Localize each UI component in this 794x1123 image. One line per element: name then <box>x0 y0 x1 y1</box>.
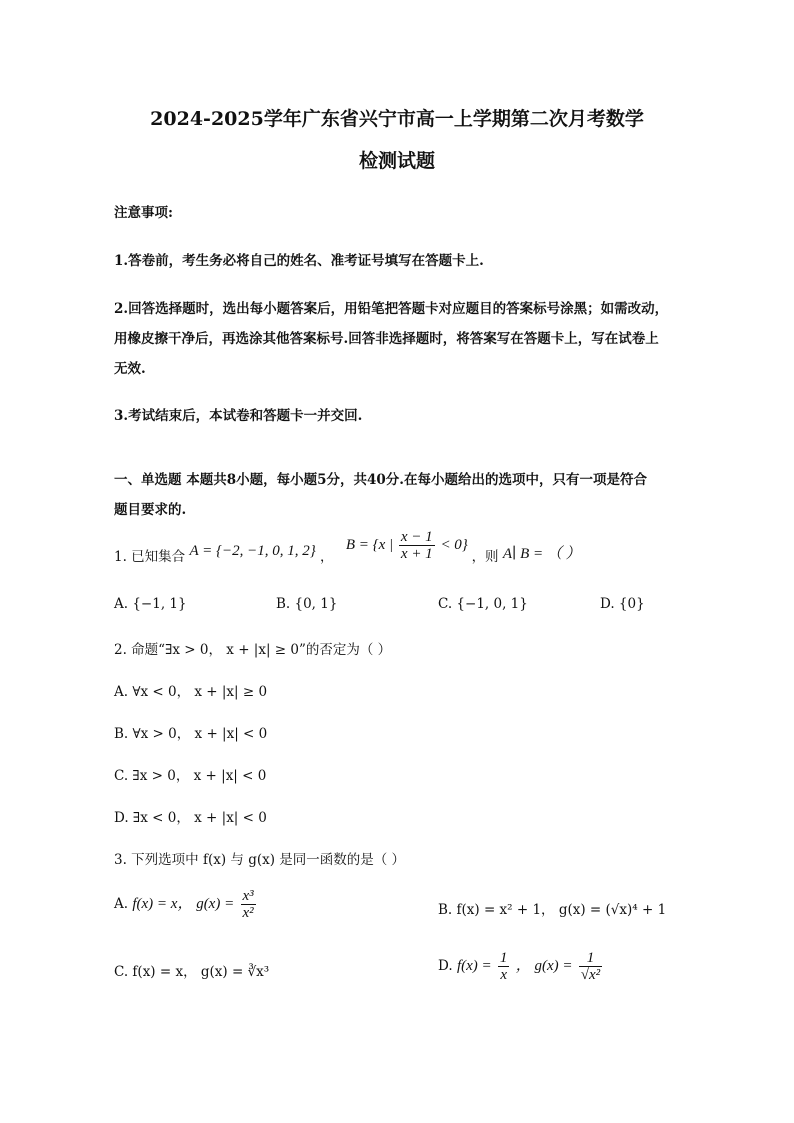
q3-option-a[interactable] <box>114 884 258 924</box>
question-3-stem: 3. 下列选项中 f(x) 与 g(x) 是同一函数的是（ ） <box>114 852 406 868</box>
q2-option-c[interactable]: C. ∃x > 0， x + |x| < 0 <box>114 768 267 784</box>
q1-option-d[interactable]: D. {0} <box>600 596 645 612</box>
page-title-line2: 检测试题 <box>358 150 435 172</box>
question-1-suffix: ，则 <box>471 549 499 565</box>
q3-option-d-f: f(x) = <box>456 958 492 974</box>
q3-option-d-f-fraction <box>498 950 510 983</box>
q2-option-a[interactable]: A. ∀x < 0， x + |x| ≥ 0 <box>114 684 268 700</box>
notice-item-2-line2: 用橡皮擦干净后，再选涂其他答案标号.回答非选择题时，将答案写在答题卡上，写在试卷上 <box>114 331 659 347</box>
q3-option-d-g-denominator: √x² <box>580 967 601 983</box>
question-1-ask: A∣ B = （ ） <box>502 546 581 562</box>
q2-option-d[interactable]: D. ∃x < 0， x + |x| < 0 <box>114 810 267 826</box>
set-b-rhs: < 0} <box>440 537 468 553</box>
question-1-prefix: 1. 已知集合 <box>114 549 186 565</box>
q3-option-d-g-numerator: 1 <box>579 950 602 967</box>
set-b <box>345 529 472 563</box>
notice-item-3: 3.考试结束后，本试卷和答题卡一并交回. <box>114 408 363 424</box>
q3-option-a-functions: f(x) = x， g(x) = <box>132 896 235 912</box>
notice-heading: 注意事项: <box>114 205 173 221</box>
set-b-numerator: x − 1 <box>400 529 433 546</box>
q1-option-c[interactable]: C. {−1, 0, 1} <box>438 596 528 612</box>
notice-item-1: 1.答卷前，考生务必将自己的姓名、准考证号填写在答题卡上. <box>114 253 484 269</box>
q3-option-d-f-denominator: x <box>500 967 507 983</box>
q3-option-d-g-fraction <box>579 950 602 983</box>
section-heading-line1: 一、单选题 本题共8小题，每小题5分，共40分.在每小题给出的选项中，只有一项是符合 <box>114 472 647 488</box>
question-1-stem: 1. 已知集合 A = {−2, −1, 0, 1, 2} ， B = {x | $\frac{x - 1}{x + 1}$ < 0} ，则 A∣ B = （ ） <box>114 529 581 565</box>
set-b-lhs: B = {x | <box>345 537 394 553</box>
section-heading-line2: 题目要求的. <box>114 502 187 518</box>
q3-option-d-g: ， g(x) = <box>515 958 573 974</box>
notice-item-2-line1: 2.回答选择题时，选出每小题答案后，用铅笔把答题卡对应题目的答案标号涂黑；如需改动， <box>114 301 669 317</box>
q2-option-b[interactable]: B. ∀x > 0， x + |x| < 0 <box>114 726 268 742</box>
q3-option-a-fraction <box>241 888 256 921</box>
set-b-fraction <box>399 529 435 562</box>
q3-option-a-label: A. <box>114 896 129 912</box>
q1-option-a[interactable]: A. {−1, 1} <box>114 596 187 612</box>
q3-option-d[interactable] <box>438 946 604 986</box>
q3-option-a-denominator: x² <box>242 905 254 921</box>
page-title-line1: 2024-2025学年广东省兴宁市高一上学期第二次月考数学 <box>150 108 644 130</box>
set-a: A = {−2, −1, 0, 1, 2} <box>189 543 316 559</box>
q3-option-a-numerator: x³ <box>242 888 254 904</box>
q3-option-c[interactable]: C. f(x) = x， g(x) = ∛x³ <box>114 964 270 980</box>
q3-option-d-label: D. <box>438 958 453 974</box>
notice-item-2-line3: 无效. <box>114 361 146 377</box>
q3-option-d-f-numerator: 1 <box>499 950 508 966</box>
q1-option-b[interactable]: B. {0, 1} <box>276 596 338 612</box>
question-2-stem: 2. 命题“∃x > 0， x + |x| ≥ 0”的否定为（ ） <box>114 642 392 658</box>
q3-option-b[interactable]: B. f(x) = x² + 1， g(x) = (√x)⁴ + 1 <box>438 902 667 918</box>
set-b-denominator: x + 1 <box>400 546 433 563</box>
